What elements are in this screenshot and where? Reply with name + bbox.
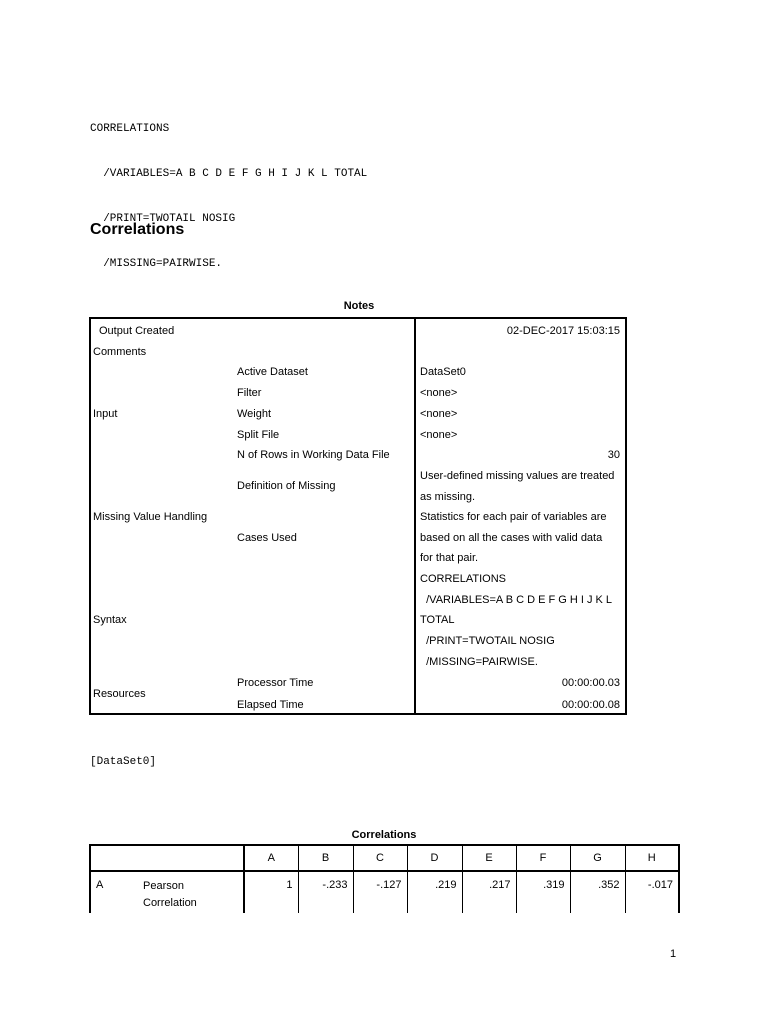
page-number: 1	[670, 948, 677, 960]
weight-value: <none>	[420, 408, 458, 420]
active-dataset-value: DataSet0	[420, 366, 466, 378]
correlation-value: .217	[462, 871, 516, 913]
correlations-table	[89, 844, 680, 913]
table-row	[90, 871, 679, 913]
resources-label: Resources	[93, 688, 146, 700]
syntax-label: Syntax	[93, 614, 127, 626]
stat-label-line: Pearson	[143, 880, 184, 892]
column-header: G	[570, 845, 625, 871]
correlation-value: .352	[570, 871, 625, 913]
output-created-label: Output Created	[99, 325, 175, 337]
correlation-value: -.233	[298, 871, 353, 913]
syntax-value-line: CORRELATIONS	[420, 573, 506, 585]
column-header: D	[407, 845, 462, 871]
stat-label-line: Correlation	[143, 897, 197, 909]
column-header: A	[244, 845, 298, 871]
output-created-value: 02-DEC-2017 15:03:15	[506, 325, 620, 337]
correlations-caption: Correlations	[351, 829, 417, 841]
header-cell	[90, 845, 138, 871]
comments-label: Comments	[93, 346, 147, 358]
syntax-line: CORRELATIONS	[90, 123, 170, 135]
processor-time-value: 00:00:00.03	[561, 677, 620, 689]
missing-handling-label: Missing Value Handling	[93, 511, 208, 523]
n-rows-value: 30	[607, 449, 620, 461]
cases-used-value-line: Statistics for each pair of variables are	[420, 511, 607, 523]
cases-used-value-line: for that pair.	[420, 552, 479, 564]
correlation-value: .319	[516, 871, 570, 913]
split-file-value: <none>	[420, 429, 458, 441]
active-dataset-label: Active Dataset	[237, 366, 308, 378]
header-cell	[138, 845, 244, 871]
filter-label: Filter	[237, 387, 262, 399]
syntax-line: /VARIABLES=A B C D E F G H I J K L TOTAL	[90, 168, 368, 180]
syntax-value-line: /VARIABLES=A B C D E F G H I J K L	[420, 594, 613, 606]
section-title: Correlations	[90, 221, 185, 238]
correlation-value: .219	[407, 871, 462, 913]
column-header: B	[298, 845, 353, 871]
column-header: C	[353, 845, 407, 871]
column-header: H	[625, 845, 679, 871]
table-header-row	[90, 845, 679, 871]
syntax-value-line: /PRINT=TWOTAIL NOSIG	[420, 635, 555, 647]
processor-time-label: Processor Time	[237, 677, 314, 689]
cases-used-label: Cases Used	[237, 532, 297, 544]
n-rows-label: N of Rows in Working Data File	[237, 449, 390, 461]
weight-label: Weight	[237, 408, 272, 420]
cases-used-value-line: based on all the cases with valid data	[420, 532, 603, 544]
column-header: E	[462, 845, 516, 871]
elapsed-time-label: Elapsed Time	[237, 699, 304, 711]
filter-value: <none>	[420, 387, 458, 399]
notes-caption: Notes	[343, 300, 375, 312]
input-label: Input	[93, 408, 118, 420]
syntax-line: /PRINT=TWOTAIL NOSIG	[90, 213, 236, 225]
correlation-value: -.017	[625, 871, 679, 913]
syntax-value-line: /MISSING=PAIRWISE.	[420, 656, 538, 668]
syntax-block	[90, 92, 367, 287]
split-file-label: Split File	[237, 429, 280, 441]
syntax-line: /MISSING=PAIRWISE.	[90, 258, 223, 270]
definition-missing-value-line: as missing.	[420, 491, 476, 503]
definition-missing-label: Definition of Missing	[237, 480, 336, 492]
dataset-label: [DataSet0]	[90, 756, 157, 768]
column-header: F	[516, 845, 570, 871]
definition-missing-value-line: User-defined missing values are treated	[420, 470, 615, 482]
elapsed-time-value: 00:00:00.08	[561, 699, 620, 711]
correlation-value: 1	[244, 871, 298, 913]
row-variable-label: A	[90, 871, 138, 913]
syntax-value-line: TOTAL	[420, 614, 455, 626]
stat-label-cell	[138, 871, 244, 913]
correlation-value: -.127	[353, 871, 407, 913]
notes-divider	[414, 317, 416, 715]
